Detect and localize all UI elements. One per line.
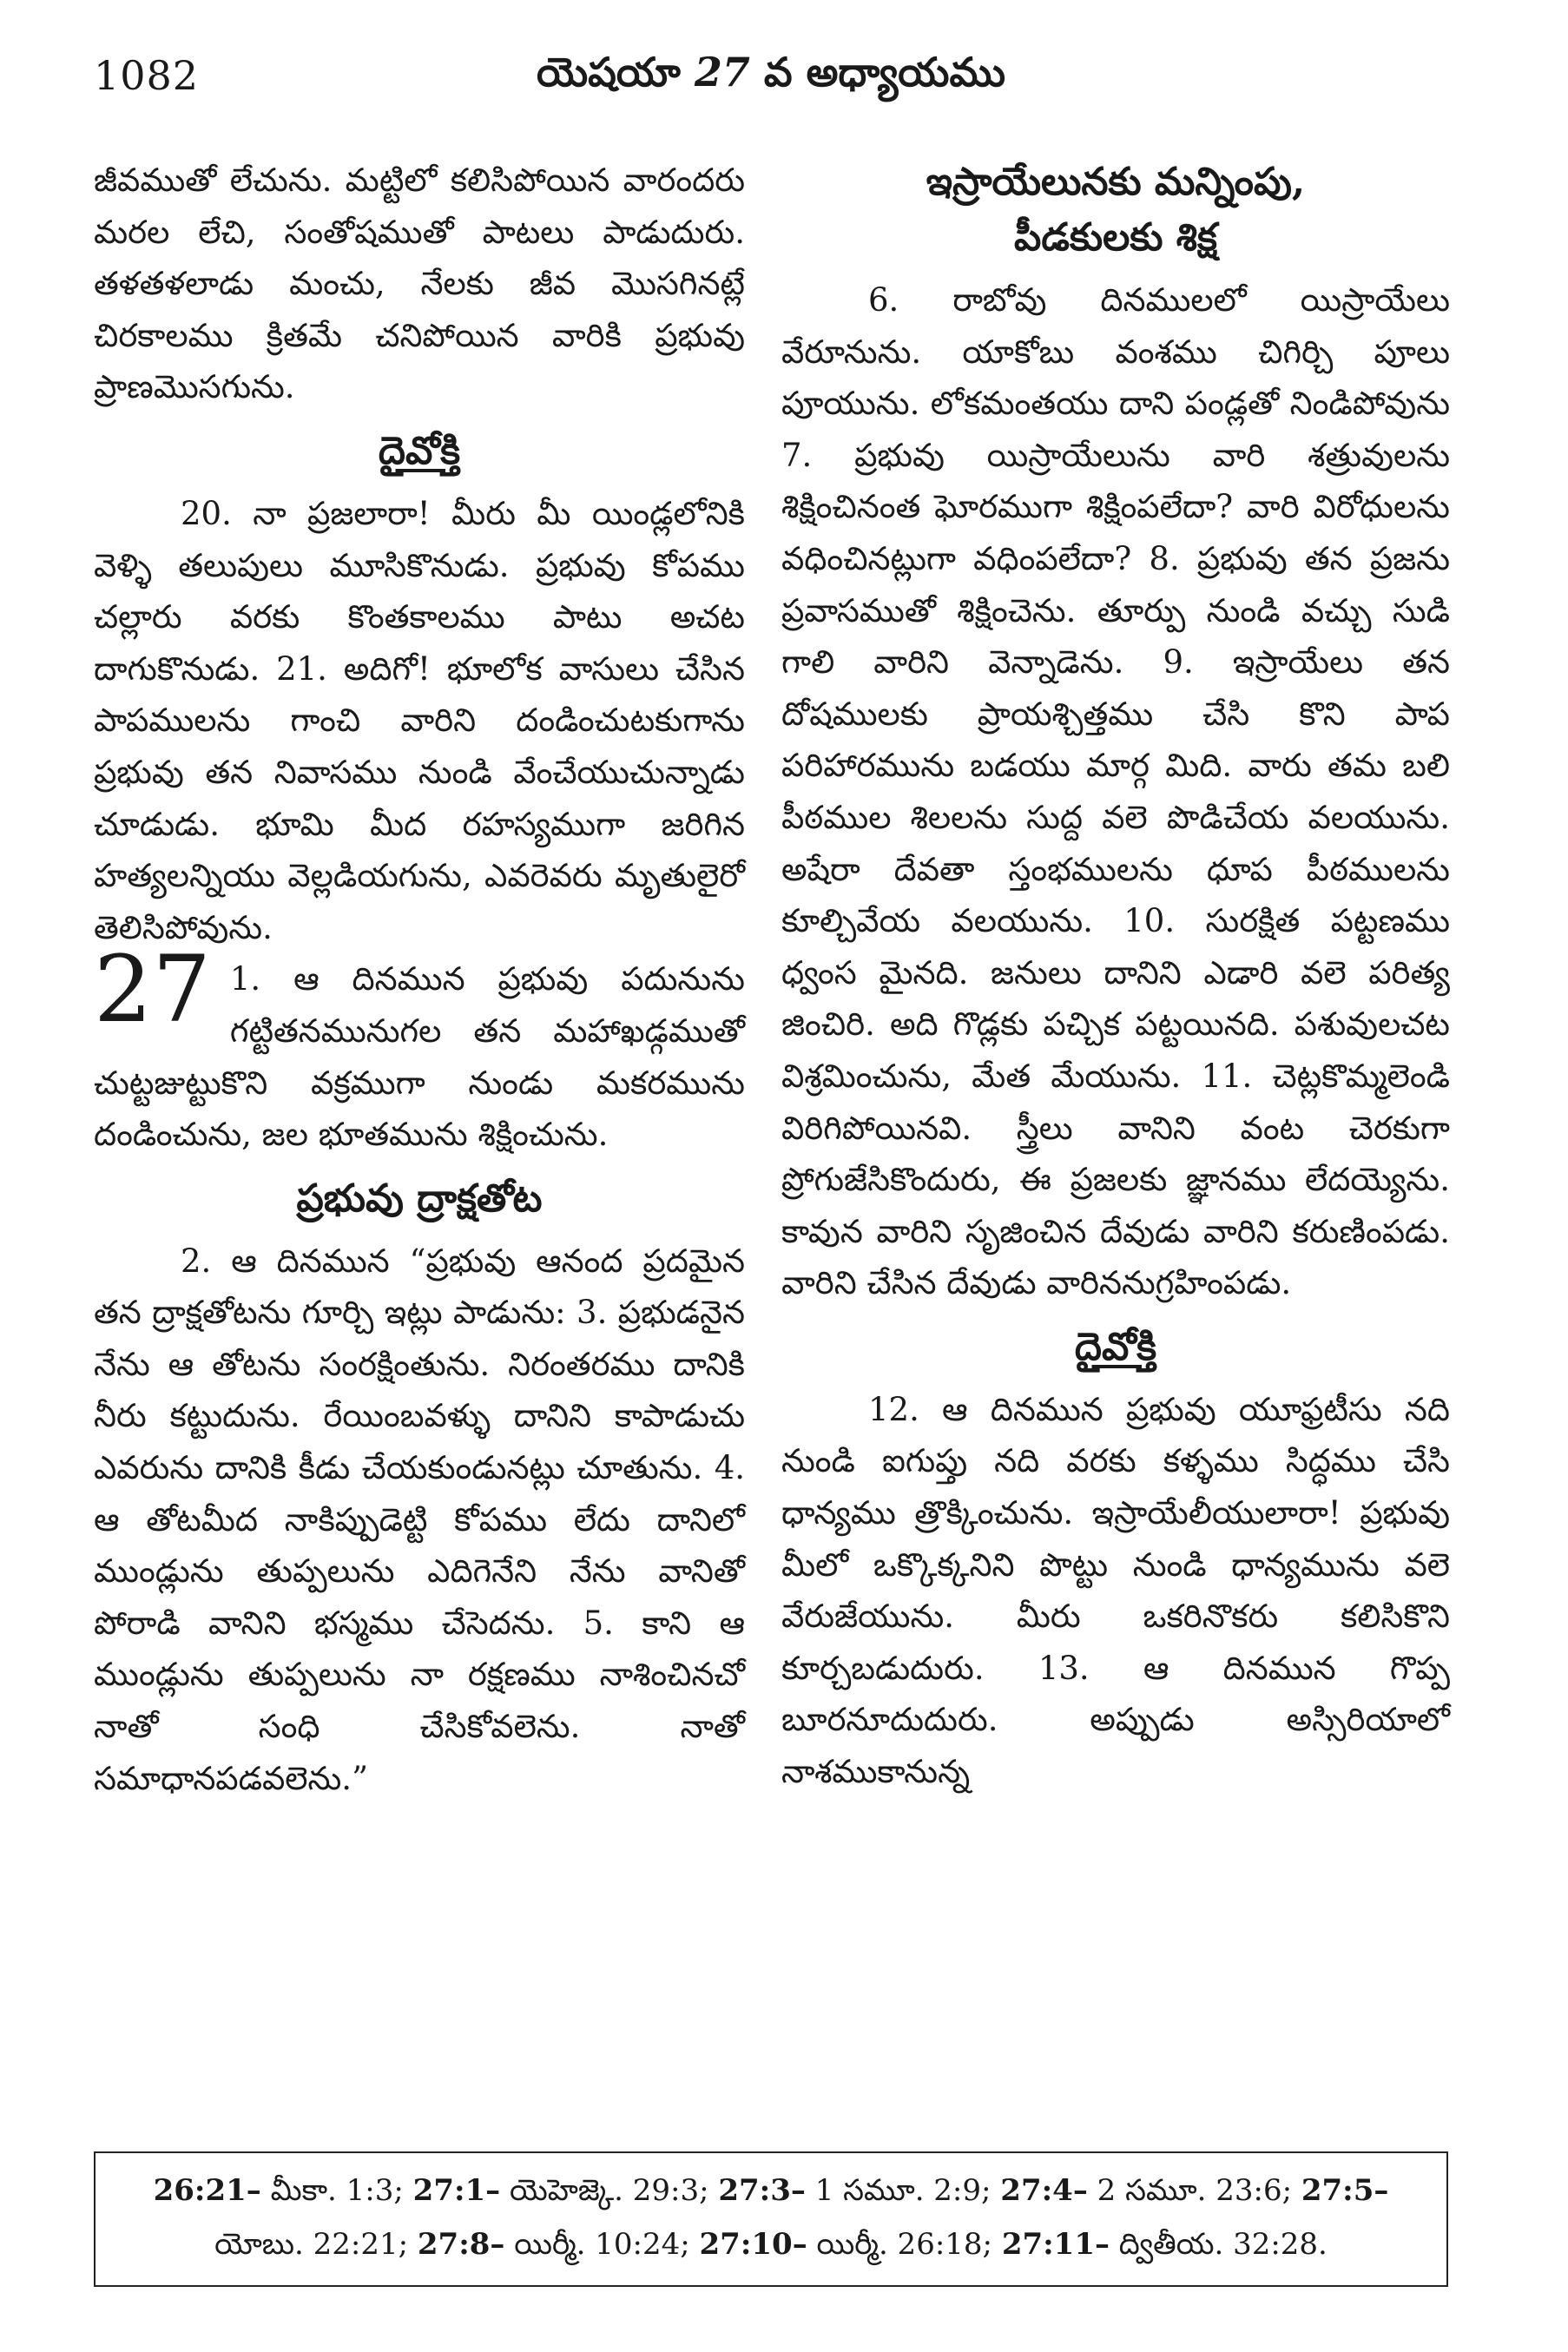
right-column (781, 155, 1450, 1798)
section-heading: ప్రభువు ద్రాక్షతోట (296, 1176, 543, 1221)
reference-item: 27:8– యిర్మీ. 10:24; (417, 2227, 700, 2262)
paragraph: 1. ఆ దినమున ప్రభువు పదునును గట్టితనమునుగల తన మహాఖడ్గముతో చుట్టజుట్టుకొని వక్రముగా నుండు మకరమును దండించును, జల భూతమును శిక్షించును. (94, 960, 745, 1154)
reference-item: 27:5– (1301, 2173, 1389, 2208)
reference-item: యోబు. 22:21; (214, 2227, 418, 2262)
paragraph: 12. ఆ దినమున ప్రభువు యూఫ్రటీసు నది నుండి ఐగుప్తు నది వరకు కళ్ళము సిద్ధము చేసి ధాన్యము త్రొక్కించును. ఇస్రాయేలీయులారా! ప్రభువు మీలో ఒక్కొక్కనిని పొట్టు నుండి ధాన్యమును వలె వేరుజేయును. మీరు ఒకరినొకరు కలిసికొని కూర్చబడుదురు. 13. ఆ దినమున గొప్ప బూరనూదుదురు. అప్పుడు అస్సిరియాలో నాశముకానున్న (781, 1390, 1450, 1791)
reference-item: 27:3– 1 సమూ. 2:9; (718, 2173, 1001, 2208)
reference-line (96, 2217, 1446, 2271)
reference-item: 27:1– యెహెజ్కె. 29:3; (412, 2173, 719, 2208)
page-number: 1082 (94, 52, 200, 99)
reference-item: 26:21– మీకా. 1:3; (153, 2173, 413, 2208)
paragraph: 20. నా ప్రజలారా! మీరు మీ యిండ్లలోనికి వెళ్ళి తలుపులు మూసికొనుడు. ప్రభువు కోపము చల్లారు వరకు కొంతకాలము పాటు అచట దాగుకొనుడు. 21. అదిగో! భూలోక వాసులు చేసిన పాపములను గాంచి వారిని దండించుటకుగాను ప్రభువు తన నివాసము నుండి వేంచేయుచున్నాడు చూడుడు. భూమి మీద రహస్యముగా జరిగిన హత్యలన్నియు వెల్లడియగును, ఎవరెవరు మృతులైరో తెలిసిపోవును. (94, 494, 745, 946)
paragraph: జీవముతో లేచును. మట్టిలో కలిసిపోయిన వారందరు మరల లేచి, సంతోషముతో పాటలు పాడుదురు. తళతళలాడు మంచు, నేలకు జీవ మొసగినట్లే చిరకాలము క్రితమే చనిపోయిన వారికి ప్రభువు ప్రాణమొసగును. (94, 161, 745, 406)
running-header (94, 45, 1448, 115)
heading-line: ఇస్రాయేలునకు మన్నింపు, (926, 160, 1306, 204)
section-heading (781, 155, 1450, 266)
cross-references-box (94, 2151, 1448, 2287)
section-heading: దైవోక్తి (378, 428, 461, 473)
running-title (94, 49, 1448, 106)
paragraph: 2. ఆ దినమున “ప్రభువు ఆనంద ప్రదమైన తన ద్రాక్షతోటను గూర్చి ఇట్లు పాడును: 3. ప్రభుడనైన నేను ఆ తోటను సంరక్షింతును. నిరంతరము దానికి నీరు కట్టుదును. రేయింబవళ్ళు దానిని కాపాడుచు ఎవరును దానికి కీడు చేయకుండునట్లు చూతును. 4. ఆ తోటమీద నాకిప్పుడెట్టి కోపము లేదు దానిలో ముండ్లును తుప్పలును ఎదిగెనేని నేను వానితో పోరాడి వానిని భస్మము చేసెదను. 5. కాని ఆ ముండ్లును తుప్పలును నా రక్షణము నాశించినచో నాతో సంధి చేసికోవలెను. నాతో సమాధానపడవలెను.” (94, 1242, 745, 1797)
reference-item: 27:11– ద్వితీయ. 32:28. (1001, 2227, 1328, 2262)
reference-item: 27:10– యిర్మీ. 26:18; (699, 2227, 1002, 2262)
left-column (94, 155, 745, 1804)
paragraph: 6. రాబోవు దినములలో యిస్రాయేలు వేరూనును. యాకోబు వంశము చిగిర్చి పూలు పూయును. లోకమంతయు దాని పండ్లతో నిండిపోవును 7. ప్రభువు యిస్రాయేలును వారి శత్రువులను శిక్షించినంత ఘోరముగా శిక్షింపలేదా? వారి విరోధులను వధించినట్లుగా వధింపలేదా? 8. ప్రభువు తన ప్రజను ప్రవాసముతో శిక్షించెను. తూర్పు నుండి వచ్చు సుడి గాలి వారిని వెన్నాడెను. 9. ఇస్రాయేలు తన దోషములకు ప్రాయశ్చిత్తము చేసి కొని పాప పరిహారమును బడయు మార్గ మిది. వారు తమ బలి పీఠముల శిలలను సుద్ద వలె పొడిచేయ వలయును. అషేరా దేవతా స్తంభములను ధూప పీఠములను కూల్చివేయ వలయును. 10. సురక్షిత పట్టణము ధ్వంస మైనది. జనులు దానిని ఎడారి వలె పరిత్య జించిరి. అది గొడ్లకు పచ్చిక పట్టయినది. పశువులచట విశ్రమించును, మేత మేయును. 11. చెట్లకొమ్మలెండి విరిగిపోయినవి. స్త్రీలు వానిని వంట చెరకుగా ప్రోగుజేసికొందురు, ఈ ప్రజలకు జ్ఞానము లేదయ్యెను. కావున వారిని సృజించిన దేవుడు వారిని కరుణింపడు. వారిని చేసిన దేవుడు వారిననుగ్రహింపడు. (781, 281, 1450, 1302)
heading-line: పీడకులకు శిక్ష (1014, 215, 1217, 260)
chapter-suffix: వ అధ్యాయము (763, 49, 1006, 96)
reference-line (96, 2164, 1446, 2217)
chapter-drop-number: 27 (94, 936, 211, 1044)
section-heading: దైవోక్తి (1074, 1324, 1157, 1369)
chapter-number: 27 (694, 49, 750, 96)
reference-item: 27:4– 2 సమూ. 23:6; (1000, 2173, 1301, 2208)
book-name: యెషయా (536, 49, 681, 96)
chapter-start (94, 936, 745, 1160)
